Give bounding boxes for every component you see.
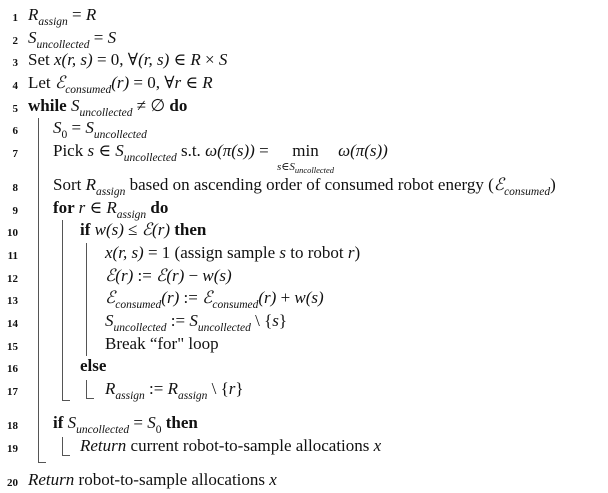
math-segment: ℰ bbox=[202, 288, 213, 307]
math-segment: s bbox=[279, 243, 286, 262]
math-subscript: uncollected bbox=[123, 152, 177, 164]
text-segment: \ { bbox=[250, 311, 273, 330]
math-segment: s bbox=[272, 311, 279, 330]
keyword: do bbox=[146, 198, 169, 217]
else-block-bar-end bbox=[86, 398, 94, 399]
text-segment: Sort bbox=[53, 175, 86, 194]
keyword: then bbox=[170, 220, 207, 239]
keyword: if bbox=[80, 220, 95, 239]
math-segment: S bbox=[147, 413, 156, 432]
if-return-block-bar bbox=[62, 437, 63, 455]
keyword: if bbox=[53, 413, 68, 432]
text-segment: } bbox=[235, 379, 244, 398]
math-segment: R bbox=[202, 73, 213, 92]
text-segment: − bbox=[184, 266, 203, 285]
line-text bbox=[80, 220, 206, 240]
math-segment: ω(π(s)) bbox=[205, 141, 255, 160]
math-segment: S bbox=[115, 141, 124, 160]
text-segment: := bbox=[144, 379, 168, 398]
math-subscript: assign bbox=[115, 390, 145, 402]
text-segment: = 0, ∀ bbox=[92, 50, 139, 69]
math-segment: ℰ bbox=[105, 288, 116, 307]
min-subscript-set: s∈S bbox=[276, 161, 295, 173]
text-segment: Set bbox=[28, 50, 54, 69]
line-text bbox=[105, 266, 232, 286]
math-segment: ℰ(r) bbox=[156, 266, 185, 285]
math-subscript: 0 bbox=[155, 424, 162, 436]
math-segment: (r, s) bbox=[138, 50, 170, 69]
text-segment: = bbox=[67, 5, 86, 24]
line-text bbox=[28, 28, 116, 50]
keyword: else bbox=[80, 356, 107, 375]
math-subscript: 0 bbox=[61, 129, 68, 141]
line-text bbox=[105, 243, 360, 263]
math-segment: (r) bbox=[258, 288, 277, 307]
text-segment: s.t. bbox=[176, 141, 206, 160]
line-text bbox=[28, 96, 187, 118]
text-segment: := bbox=[166, 311, 190, 330]
line-number: 14 bbox=[7, 318, 18, 330]
line-text bbox=[28, 5, 96, 27]
math-subscript: assign bbox=[116, 209, 147, 221]
line-text bbox=[105, 311, 287, 333]
line-number: 6 bbox=[12, 125, 18, 137]
line-number: 1 bbox=[12, 12, 18, 24]
math-segment: s bbox=[87, 141, 95, 160]
math-subscript: uncollected bbox=[76, 424, 130, 436]
math-segment: Return bbox=[80, 436, 127, 455]
else-block-bar bbox=[86, 380, 87, 398]
text-segment: robot-to-sample allocations bbox=[74, 470, 270, 489]
text-segment: ∈ bbox=[181, 73, 203, 92]
math-segment: x bbox=[269, 470, 277, 489]
text-segment: Break “for" loop bbox=[105, 334, 219, 353]
math-subscript: consumed bbox=[212, 299, 259, 311]
line-number: 11 bbox=[7, 250, 18, 262]
line-text bbox=[53, 413, 198, 435]
for-block-bar bbox=[62, 220, 63, 400]
line-number: 15 bbox=[7, 341, 18, 353]
line-text bbox=[53, 175, 556, 197]
math-subscript: uncollected bbox=[93, 129, 147, 141]
text-segment: := bbox=[133, 266, 157, 285]
text-segment: × bbox=[200, 50, 219, 69]
text-segment: := bbox=[179, 288, 203, 307]
text-segment: = bbox=[129, 413, 148, 432]
math-segment: S bbox=[107, 28, 117, 47]
math-segment: r bbox=[228, 379, 236, 398]
text-segment: ∈ bbox=[94, 141, 116, 160]
line-text bbox=[105, 334, 219, 354]
math-subscript: consumed bbox=[65, 84, 112, 96]
text-segment: = bbox=[89, 28, 108, 47]
math-segment: R bbox=[85, 5, 97, 24]
line-text bbox=[80, 356, 106, 376]
text-segment: + bbox=[276, 288, 295, 307]
text-segment: current robot-to-sample allocations bbox=[126, 436, 374, 455]
line-number: 5 bbox=[12, 103, 18, 115]
line-text bbox=[105, 379, 244, 401]
keyword: then bbox=[161, 413, 198, 432]
text-segment: ∈ bbox=[85, 198, 107, 217]
math-segment: w(s) bbox=[294, 288, 324, 307]
text-segment: = 1 (assign sample bbox=[143, 243, 280, 262]
keyword: while bbox=[28, 96, 71, 115]
math-segment: r bbox=[347, 243, 355, 262]
math-segment: x bbox=[373, 436, 382, 455]
while-block-bar-end bbox=[38, 462, 46, 463]
line-text bbox=[28, 50, 227, 70]
math-segment: (r) bbox=[161, 288, 180, 307]
line-text bbox=[28, 470, 277, 490]
math-segment: S bbox=[218, 50, 228, 69]
math-segment: S bbox=[105, 311, 114, 330]
text-segment: to robot bbox=[286, 243, 348, 262]
keyword: do bbox=[169, 96, 188, 115]
math-subscript: assign bbox=[178, 390, 208, 402]
text-segment: ) bbox=[354, 243, 361, 262]
line-number: 10 bbox=[7, 227, 18, 239]
if-block-bar bbox=[86, 243, 87, 356]
math-subscript: uncollected bbox=[36, 39, 90, 51]
line-number: 16 bbox=[7, 363, 18, 375]
math-segment: ω(π(s)) bbox=[338, 141, 388, 160]
math-subscript: uncollected bbox=[79, 107, 133, 119]
line-text bbox=[53, 198, 168, 220]
line-number: 7 bbox=[12, 148, 18, 160]
min-subscript bbox=[277, 161, 334, 173]
line-number: 12 bbox=[7, 273, 18, 285]
math-segment: S bbox=[85, 118, 94, 137]
line-number: 4 bbox=[12, 80, 18, 92]
math-subscript: uncollected bbox=[113, 322, 167, 334]
math-segment: R bbox=[106, 198, 117, 217]
line-number: 3 bbox=[12, 57, 18, 69]
text-segment: \ { bbox=[207, 379, 229, 398]
math-segment: x(r, s) bbox=[105, 243, 144, 262]
line-number: 2 bbox=[12, 35, 18, 47]
text-segment: ≠ ∅ bbox=[132, 96, 170, 115]
min-operator bbox=[277, 141, 334, 173]
math-subscript: consumed bbox=[115, 299, 162, 311]
math-segment: ℰ(r) bbox=[141, 220, 170, 239]
min-label: min bbox=[292, 141, 319, 160]
math-subscript: uncollected bbox=[197, 322, 251, 334]
math-segment: x(r, s) bbox=[53, 50, 93, 69]
text-segment: Pick bbox=[53, 141, 88, 160]
math-segment: S bbox=[53, 118, 62, 137]
math-segment: ℰ bbox=[54, 73, 66, 92]
line-text bbox=[53, 118, 147, 140]
math-segment: r bbox=[174, 73, 182, 92]
math-subscript: assign bbox=[95, 186, 126, 198]
math-segment: S bbox=[189, 311, 198, 330]
keyword: for bbox=[53, 198, 79, 217]
math-segment: r bbox=[78, 198, 86, 217]
if-return-block-bar-end bbox=[62, 455, 70, 456]
text-segment: = 0, ∀ bbox=[129, 73, 175, 92]
math-segment: w(s) bbox=[202, 266, 232, 285]
math-segment: S bbox=[67, 413, 77, 432]
line-number: 20 bbox=[7, 477, 18, 489]
math-segment: Return bbox=[28, 470, 75, 489]
math-segment: S bbox=[28, 28, 37, 47]
math-segment: w(s) bbox=[94, 220, 124, 239]
for-block-bar-end bbox=[62, 400, 70, 401]
while-block-bar bbox=[38, 118, 39, 462]
line-number: 13 bbox=[7, 295, 18, 307]
text-segment: ) bbox=[550, 175, 556, 194]
min-subscript-index: uncollected bbox=[294, 165, 335, 175]
math-segment: R bbox=[167, 379, 178, 398]
math-segment: S bbox=[70, 96, 80, 115]
text-segment: based on ascending order of consumed robot energy ( bbox=[125, 175, 494, 194]
line-number: 8 bbox=[12, 182, 18, 194]
line-text bbox=[28, 73, 213, 95]
text-segment: ≤ bbox=[123, 220, 142, 239]
math-segment: R bbox=[190, 50, 201, 69]
line-text bbox=[80, 436, 381, 456]
line-number: 18 bbox=[7, 420, 18, 432]
text-segment: = bbox=[67, 118, 86, 137]
text-segment: = bbox=[254, 141, 273, 160]
text-segment: ∈ bbox=[169, 50, 191, 69]
line-number: 19 bbox=[7, 443, 18, 455]
math-segment: ℰ(r) bbox=[105, 266, 134, 285]
math-segment: ℰ bbox=[493, 175, 505, 194]
math-segment: R bbox=[28, 5, 39, 24]
math-subscript: consumed bbox=[504, 186, 551, 198]
line-text bbox=[53, 141, 388, 173]
line-number: 9 bbox=[12, 205, 18, 217]
line-text bbox=[105, 288, 324, 310]
line-number: 17 bbox=[7, 386, 18, 398]
math-segment: (r) bbox=[111, 73, 130, 92]
math-segment: R bbox=[85, 175, 96, 194]
text-segment: Let bbox=[28, 73, 55, 92]
text-segment: } bbox=[278, 311, 288, 330]
math-subscript: assign bbox=[38, 16, 68, 28]
math-segment: R bbox=[105, 379, 116, 398]
